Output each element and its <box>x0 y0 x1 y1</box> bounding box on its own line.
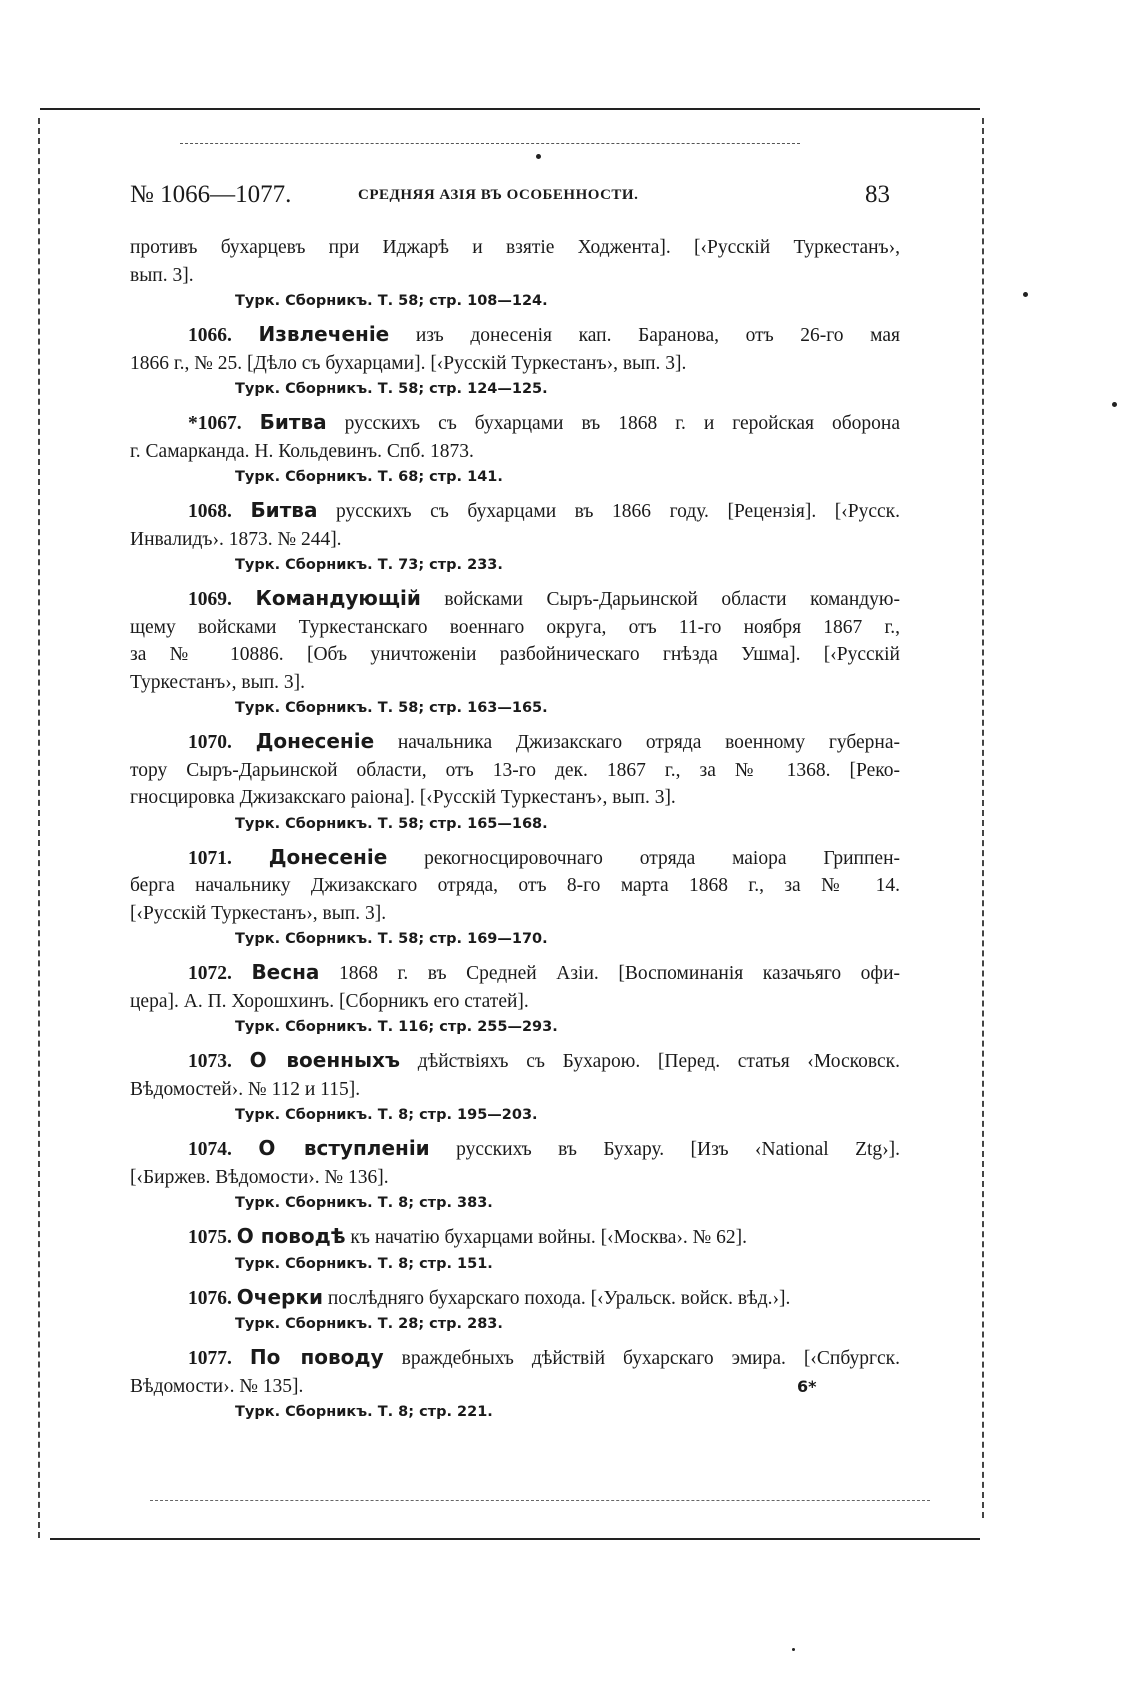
entry-line <box>130 1223 900 1252</box>
entry-source: Турк. Сборникъ. Т. 58; стр. 169—170. <box>235 931 548 947</box>
entry-line <box>130 1284 900 1313</box>
frame-bottom-dashed-rule <box>150 1500 930 1501</box>
entry-keyword: Донесеніе <box>268 844 388 869</box>
entry-number: 1069. <box>188 589 232 610</box>
entry-line: щему войсками Туркестанскаго военнаго округа, отъ 11-го ноября 1867 г., <box>130 616 900 638</box>
entry-line: Вѣдомостей›. № 112 и 115]. <box>130 1078 361 1100</box>
entry-line: цера]. А. П. Хорошхинъ. [Сборникъ его статей]. <box>130 990 529 1012</box>
speck <box>792 1648 795 1651</box>
entry-line: гносцировка Джизакскаго раіона]. [‹Русскій Туркестанъ›, вып. 3]. <box>130 787 676 808</box>
page-number: 83 <box>865 181 890 208</box>
entry-source: Турк. Сборникъ. Т. 116; стр. 255—293. <box>235 1019 558 1035</box>
entry-number: 1074. <box>188 1139 232 1160</box>
entry-keyword: Очерки <box>236 1284 323 1309</box>
entry-source: Турк. Сборникъ. Т. 8; стр. 151. <box>235 1255 493 1272</box>
frame-left-rule <box>38 118 40 1538</box>
entry-source: Турк. Сборникъ. Т. 8; стр. 221. <box>235 1404 493 1420</box>
entry-line <box>130 844 900 873</box>
entry-text: начальника Джизакскаго отряда военному губерна- <box>374 732 900 753</box>
entry-keyword: Извлеченіе <box>258 322 390 346</box>
frame-right-rule <box>982 118 984 1518</box>
speck <box>536 154 541 159</box>
entry-line <box>130 1047 900 1076</box>
bibliography-entry <box>130 409 900 489</box>
bibliography-entry <box>130 1223 900 1276</box>
entry-line <box>130 321 900 350</box>
entry-line <box>130 1135 900 1164</box>
entry-number: 1071. <box>188 847 232 869</box>
entry-line <box>130 959 900 988</box>
speck <box>1023 292 1028 297</box>
entry-line: Вѣдомости›. № 135]. <box>130 1375 304 1397</box>
entry-range: № 1066—1077. <box>130 181 292 208</box>
page-header <box>130 181 890 215</box>
bibliography-entry <box>130 497 900 577</box>
entry-line: берга начальнику Джизакскаго отряда, отъ 8-го марта 1868 г., за № 14. <box>130 875 900 896</box>
entry-keyword: О вступленіи <box>258 1136 430 1160</box>
entry-keyword: Командующій <box>255 586 421 610</box>
entry-number: 1066. <box>188 325 232 346</box>
entry-line <box>130 1344 900 1373</box>
entry-source: Турк. Сборникъ. Т. 8; стр. 383. <box>235 1195 493 1211</box>
bibliography-entry <box>130 1284 900 1337</box>
bibliography-entry <box>130 1047 900 1127</box>
entry-line: [‹Русскій Туркестанъ›, вып. 3]. <box>130 902 387 924</box>
entry-text: русскихъ съ бухарцами въ 1868 г. и геройская оборона <box>326 413 900 434</box>
bibliography-list <box>130 234 900 1432</box>
entry-line <box>130 409 900 438</box>
entry-line: Туркестанъ›, вып. 3]. <box>130 671 306 693</box>
frame-top-dashed-rule <box>180 143 800 144</box>
entry-text: русскихъ въ Бухару. [Изъ ‹National Ztg›]. <box>429 1139 901 1160</box>
frame-bottom-rule <box>50 1538 980 1540</box>
entry-number: 1077. <box>188 1348 232 1369</box>
bibliography-entry <box>130 1344 900 1424</box>
entry-number: 1076. <box>188 1287 232 1309</box>
frame-top-rule <box>40 108 980 110</box>
entry-number: 1075. <box>188 1227 232 1248</box>
entry-text: послѣдняго бухарскаго похода. [‹Уральск. войск. вѣд.›]. <box>322 1287 791 1309</box>
entry-source: Турк. Сборникъ. Т. 68; стр. 141. <box>235 469 503 485</box>
entry-text: рекогносцировочнаго отряда маіора Гриппен- <box>387 847 901 869</box>
entry-number: 1073. <box>188 1051 232 1072</box>
entry-keyword: Битва <box>250 498 318 522</box>
entry-source: Турк. Сборникъ. Т. 58; стр. 124—125. <box>235 381 548 397</box>
bibliography-entry <box>130 1135 900 1215</box>
entry-text: 1868 г. въ Средней Азіи. [Воспоминанія казачьяго офи- <box>319 963 900 984</box>
entry-line: г. Самарканда. Н. Кольдевинъ. Спб. 1873. <box>130 440 474 462</box>
signature-mark: 6* <box>797 1377 817 1396</box>
entry-line: Инвалидъ›. 1873. № 244]. <box>130 528 342 550</box>
entry-keyword: Донесеніе <box>255 729 375 753</box>
bibliography-entry <box>130 585 900 720</box>
entry-line: тору Сыръ-Дарьинской области, отъ 13-го дек. 1867 г., за № 1368. [Реко- <box>130 759 900 781</box>
entry-text: изъ донесенія кап. Баранова, отъ 26-го мая <box>389 325 900 346</box>
entry-line: противъ бухарцевъ при Иджарѣ и взятіе Ходжента]. [‹Русскій Туркестанъ›, <box>130 237 900 258</box>
entry-keyword: О поводѣ <box>236 1224 346 1248</box>
entry-number: 1068. <box>188 501 232 522</box>
entry-source: Турк. Сборникъ. Т. 73; стр. 233. <box>235 557 503 573</box>
running-title: СРЕДНЯЯ АЗІЯ ВЪ ОСОБЕННОСТИ. <box>358 187 639 203</box>
entry-number: 1072. <box>188 963 232 984</box>
entry-keyword: Битва <box>259 410 327 434</box>
entry-text: войсками Сыръ-Дарьинской области командую- <box>420 589 900 610</box>
entry-number: *1067. <box>188 413 242 434</box>
entry-text: дѣйствіяхъ съ Бухарою. [Перед. статья ‹Московск. <box>399 1051 900 1072</box>
bibliography-entry <box>130 959 900 1039</box>
bibliography-entry <box>130 728 900 836</box>
continuation-entry <box>130 234 900 313</box>
entry-source: Турк. Сборникъ. Т. 58; стр. 163—165. <box>235 700 548 716</box>
entry-line <box>130 497 900 526</box>
entry-keyword: О военныхъ <box>249 1048 400 1072</box>
entry-source: Турк. Сборникъ. Т. 58; стр. 165—168. <box>235 815 548 832</box>
entry-line: 1866 г., № 25. [Дѣло съ бухарцами]. [‹Русскій Туркестанъ›, вып. 3]. <box>130 352 687 374</box>
entry-line: вып. 3]. <box>130 264 194 286</box>
entry-source: Турк. Сборникъ. Т. 8; стр. 195—203. <box>235 1107 538 1123</box>
entry-keyword: По поводу <box>249 1345 384 1369</box>
entry-source: Турк. Сборникъ. Т. 28; стр. 283. <box>235 1316 503 1332</box>
entry-text: русскихъ съ бухарцами въ 1866 году. [Рецензія]. [‹Русск. <box>317 501 900 522</box>
entry-line: [‹Биржев. Вѣдомости›. № 136]. <box>130 1166 389 1188</box>
bibliography-entry <box>130 321 900 401</box>
entry-keyword: Весна <box>251 960 320 984</box>
entry-line <box>130 728 900 757</box>
entry-text: враждебныхъ дѣйствій бухарскаго эмира. [‹Спбургск. <box>383 1348 901 1369</box>
bibliography-entry <box>130 844 900 952</box>
entry-line: за № 10886. [Объ уничтоженіи разбойническаго гнѣзда Ушма]. [‹Русскій <box>130 644 900 665</box>
entry-line <box>130 585 900 614</box>
entry-number: 1070. <box>188 732 232 753</box>
speck <box>1112 402 1117 407</box>
entry-source: Турк. Сборникъ. Т. 58; стр. 108—124. <box>235 293 548 309</box>
entry-text: къ начатію бухарцами войны. [‹Москва›. № 62]. <box>345 1227 748 1248</box>
